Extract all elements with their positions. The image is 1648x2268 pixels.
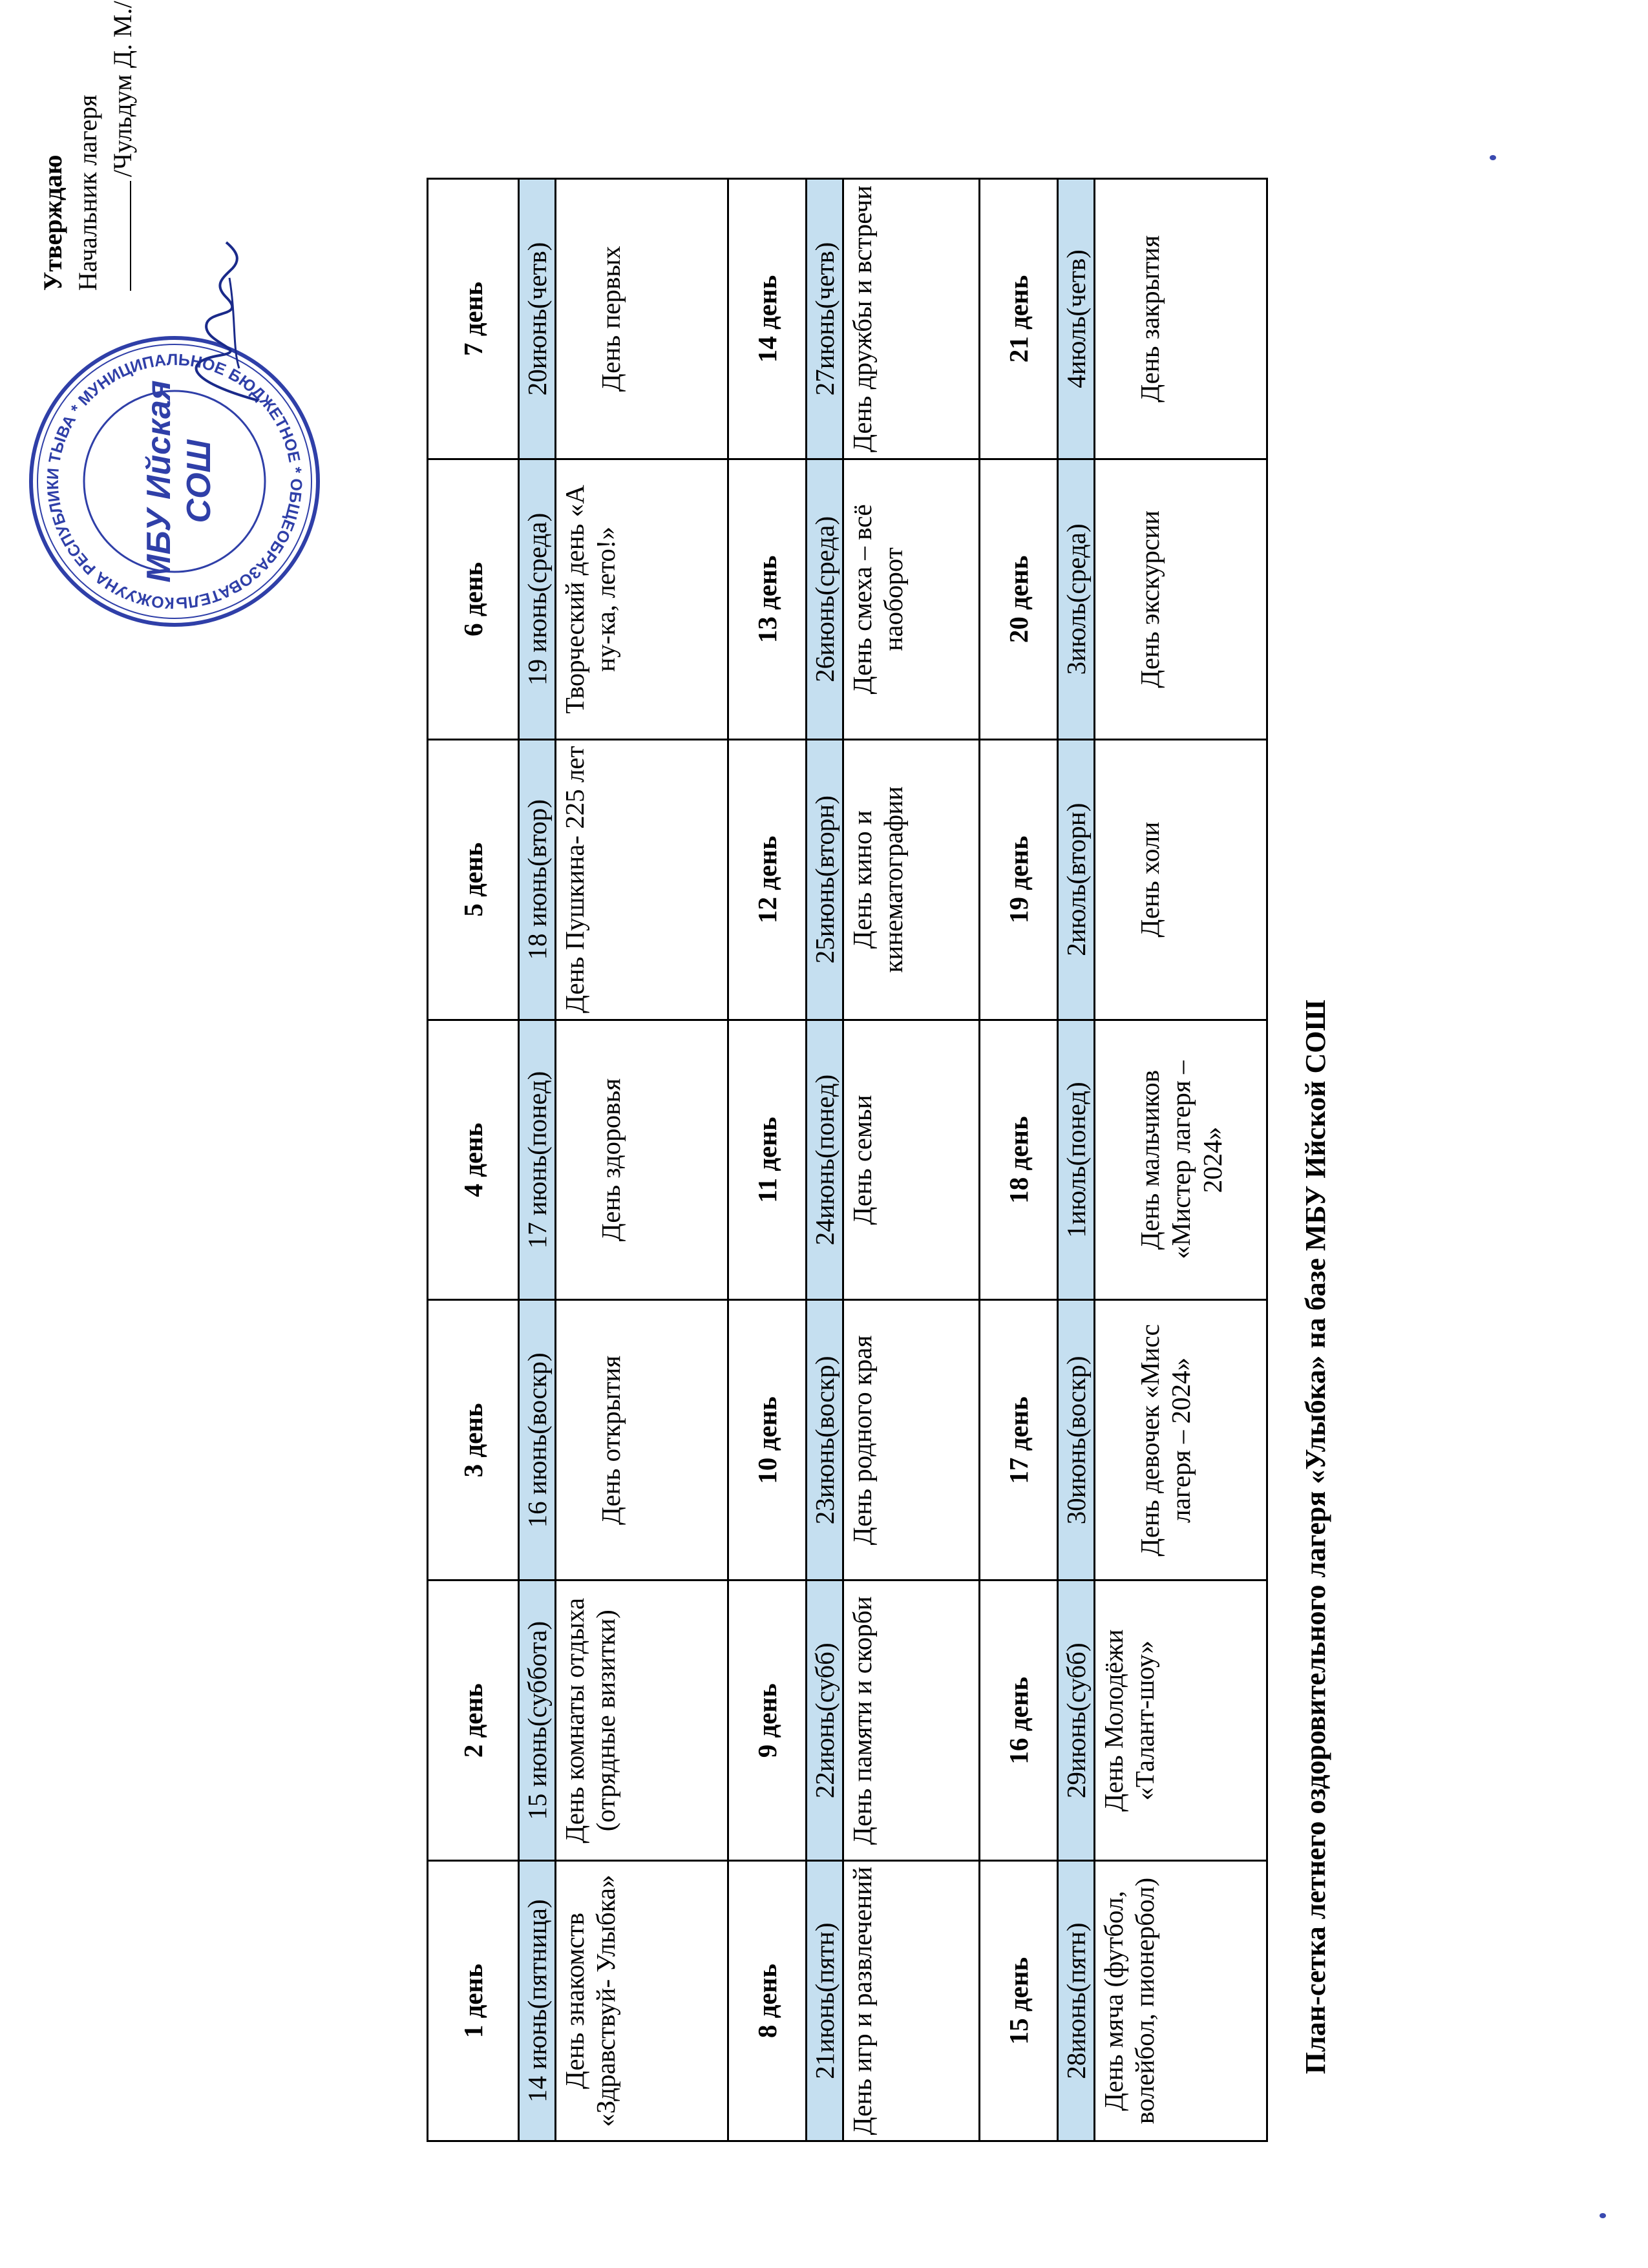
stamp-ring-text: КОЖУУНА РЕСПУБЛИКИ ТЫВА * МУНИЦИПАЛЬНОЕ БЮДЖЕТНОЕ * ОБЩЕОБРАЗОВАТЕЛЬ [43,350,306,613]
day-number-cell: 8 день [728,1861,807,2141]
date-cell: 4июль(четв) [1058,179,1095,459]
approve-label: Утверждаю [38,154,67,291]
date-cell: 29июнь(субб) [1058,1580,1095,1861]
day-number-cell: 17 день [980,1300,1058,1580]
header-cell: 1 день [428,1861,519,2141]
activity-cell: День девочек «Мисс лагеря – 2024» [1095,1300,1267,1580]
date-cell: 30июнь(воскр) [1058,1300,1095,1580]
day-number-cell: 11 день [728,1020,807,1300]
date-cell: 24июнь(понед) [807,1020,843,1300]
date-cell: 1июль(понед) [1058,1020,1095,1300]
date-row [1058,179,1095,2141]
header-cell: 2 день [428,1580,519,1861]
scan-speck [1600,2213,1606,2218]
page-title: План-сетка летнего оздоровительного лагеря «Улыбка» на базе МБУ Ийской СОШ [1300,1000,1331,2074]
date-cell: 14 июнь(пятница) [519,1861,556,2141]
activity-cell: День дружбы и встречи [843,179,980,459]
day-number-cell: 12 день [728,739,807,1020]
activity-cell: День кино и кинематографии [843,739,980,1020]
header-cell: 6 день [428,459,519,739]
date-cell: 27июнь(четв) [807,179,843,459]
activity-cell: День открытия [556,1300,728,1580]
header-cell: 5 день [428,739,519,1020]
position-label: Начальник лагеря [73,94,102,291]
activity-row [556,179,728,2141]
day-number-row [728,179,807,2141]
signature-line [105,1,140,291]
header-cell: 4 день [428,1020,519,1300]
activity-cell: День знакомств «Здравствуй- Улыбка» [556,1861,728,2141]
signature-name: /Чульдум Д. М./ [108,1,137,177]
activity-cell: День первых [556,179,728,459]
day-number-cell: 18 день [980,1020,1058,1300]
activity-row [1095,179,1267,2141]
stamp-center-line2: СОШ [180,439,218,523]
day-number-cell: 14 день [728,179,807,459]
day-number-cell: 9 день [728,1580,807,1861]
day-number-cell: 13 день [728,459,807,739]
activity-cell: День памяти и скорби [843,1580,980,1861]
header-cell: 7 день [428,179,519,459]
activity-cell: День мяча (футбол, волейбол, пионербол) [1095,1861,1267,2141]
day-number-row [980,179,1058,2141]
scan-speck [1490,155,1496,160]
date-cell: 15 июнь(суббота) [519,1580,556,1861]
activity-row [843,179,980,2141]
approval-block [36,1,140,291]
signature-blank [130,181,131,291]
activity-cell: День семьи [843,1020,980,1300]
date-row [519,179,556,2141]
header-cell: 3 день [428,1300,519,1580]
date-cell: 16 июнь(воскр) [519,1300,556,1580]
handwritten-signature [162,239,284,407]
activity-cell: День здоровья [556,1020,728,1300]
date-cell: 19 июнь(среда) [519,459,556,739]
activity-cell: День смеха – всё наоборот [843,459,980,739]
stamp-center-line1: МБУ Ийская [140,380,178,583]
date-cell: 26июнь(среда) [807,459,843,739]
activity-cell: Творческий день «А ну-ка, лето!» [556,459,728,739]
activity-cell: День комнаты отдыха (отрядные визитки) [556,1580,728,1861]
day-number-cell: 10 день [728,1300,807,1580]
activity-cell: День холи [1095,739,1267,1020]
date-cell: 2июль(вторн) [1058,739,1095,1020]
day-number-cell: 15 день [980,1861,1058,2141]
date-cell: 20июнь(четв) [519,179,556,459]
date-row [807,179,843,2141]
activity-cell: День закрытия [1095,179,1267,459]
day-number-cell: 16 день [980,1580,1058,1861]
header-row [428,179,519,2141]
date-cell: 23июнь(воскр) [807,1300,843,1580]
activity-cell: День Молодёжи «Талант-шоу» [1095,1580,1267,1861]
activity-cell: День Пушкина- 225 лет [556,739,728,1020]
activity-cell: День мальчиков «Мистер лагеря – 2024» [1095,1020,1267,1300]
plan-table [427,178,1268,2142]
date-cell: 3июль(среда) [1058,459,1095,739]
date-cell: 22июнь(субб) [807,1580,843,1861]
day-number-cell: 20 день [980,459,1058,739]
date-cell: 25июнь(вторн) [807,739,843,1020]
activity-cell: День родного края [843,1300,980,1580]
date-cell: 17 июнь(понед) [519,1020,556,1300]
date-cell: 28июнь(пятн) [1058,1861,1095,2141]
date-cell: 18 июнь(втор) [519,739,556,1020]
date-cell: 21июнь(пятн) [807,1861,843,2141]
day-number-cell: 19 день [980,739,1058,1020]
activity-cell: День экскурсии [1095,459,1267,739]
activity-cell: День игр и развлечений [843,1861,980,2141]
day-number-cell: 21 день [980,179,1058,459]
